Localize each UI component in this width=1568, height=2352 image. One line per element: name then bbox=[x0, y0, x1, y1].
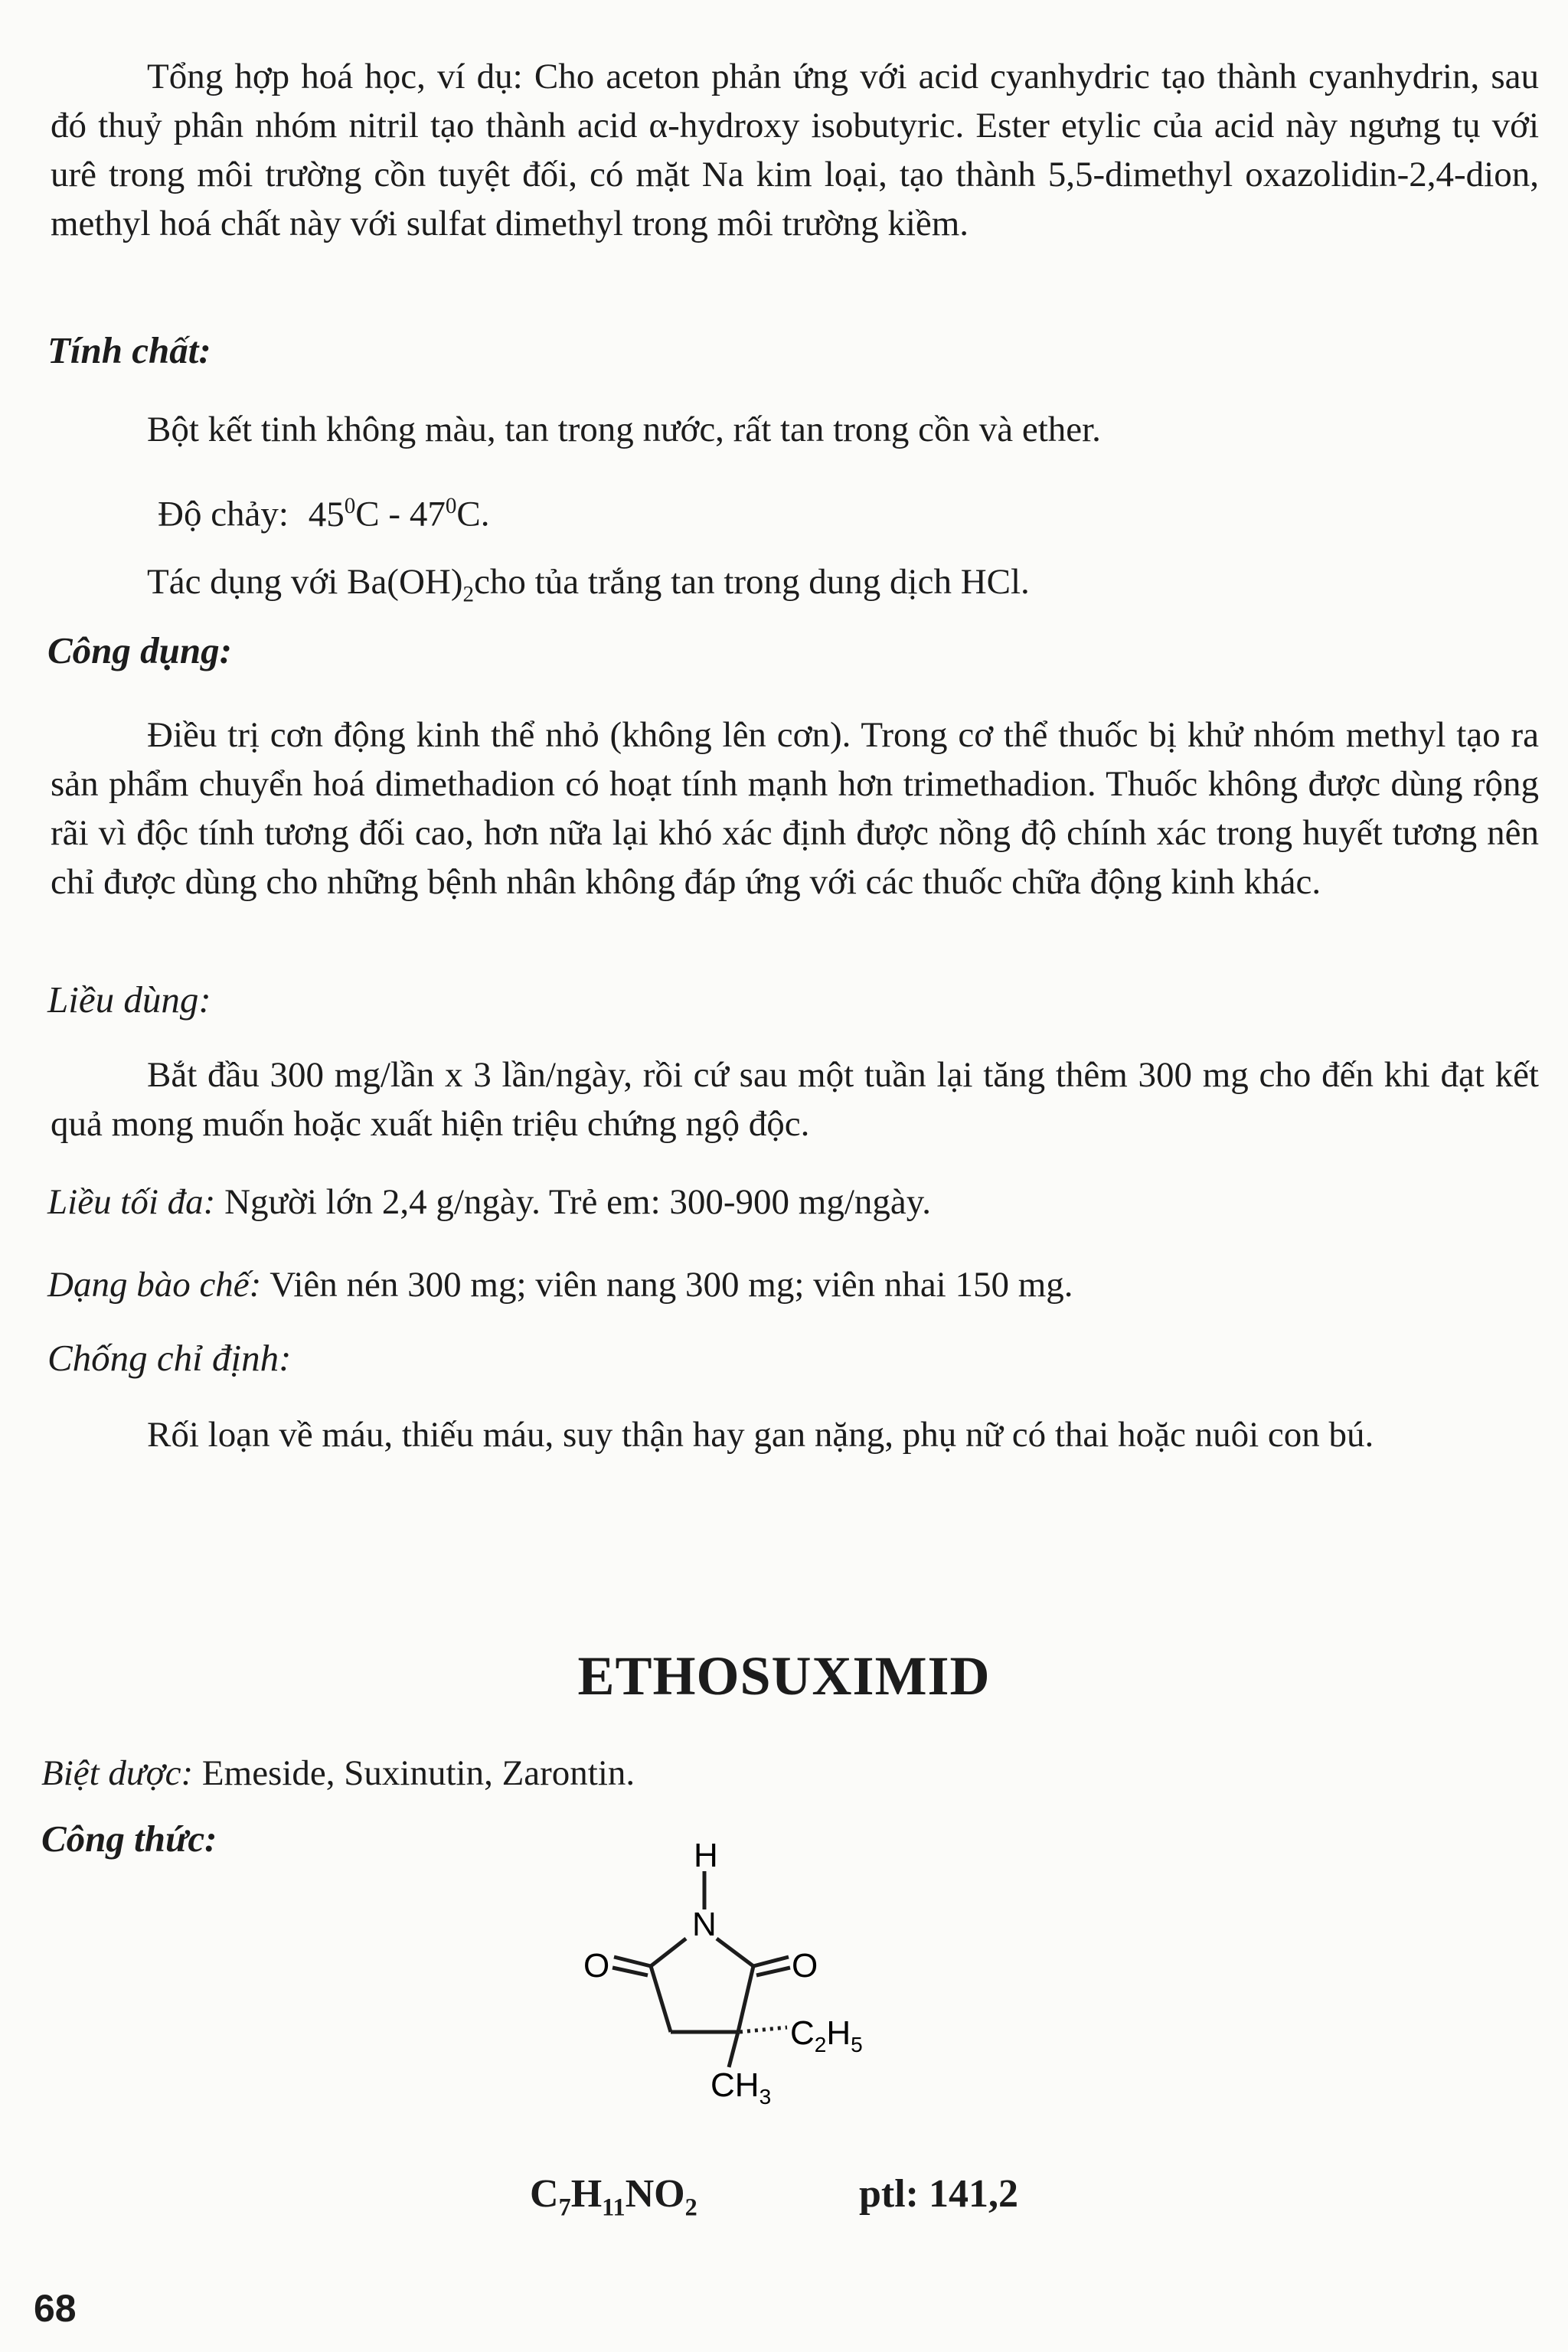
mf-o-n: 2 bbox=[684, 2193, 697, 2221]
mf-c: C bbox=[530, 2172, 559, 2216]
melting-high: 47 bbox=[409, 494, 446, 534]
form-label: Dạng bào chế: bbox=[47, 1265, 262, 1305]
synthesis-paragraph: Tổng hợp hoá học, ví dụ: Cho aceton phản ứng với acid cyanhydric tạo thành cyanhydrin, sau đó thuỷ phân nhóm nitril tạo thành acid α-hydroxy isobutyric. Ester etylic của acid này ngưng tụ với urê trong môi trường cồn tuyệt đối, có mặt Na kim loại, tạo thành 5,5-dimethyl oxazolidin-2,4-dion, methyl hoá chất này với sulfat dimethyl trong môi trường kiềm. bbox=[51, 57, 1539, 243]
bond-c-left-ch2 bbox=[651, 1966, 671, 2032]
reaction-line bbox=[147, 557, 1030, 619]
molecular-weight bbox=[859, 2171, 1018, 2216]
ethyl-5: 5 bbox=[851, 2033, 863, 2056]
mf-no: NO bbox=[625, 2172, 685, 2216]
mf-h: H bbox=[570, 2172, 603, 2216]
ethyl-2: 2 bbox=[814, 2033, 827, 2056]
contra-paragraph: Rối loạn về máu, thiếu máu, suy thận hay gan nặng, phụ nữ có thai hoặc nuôi con bú. bbox=[147, 1415, 1374, 1455]
bond-cq-methyl bbox=[729, 2032, 738, 2067]
reaction-post: cho tủa trắng tan trong dung dịch HCl. bbox=[474, 562, 1030, 602]
max-dose-line bbox=[47, 1178, 931, 1227]
bond-cq-c-right bbox=[738, 1966, 753, 2032]
melting-sep: - bbox=[388, 494, 401, 534]
degree-low: 0 bbox=[344, 494, 356, 518]
group-ethyl bbox=[790, 2014, 863, 2056]
max-dose-label: Liều tối đa: bbox=[47, 1182, 216, 1222]
bond-co-left-2 bbox=[612, 1968, 648, 1975]
atom-o-right: O bbox=[792, 1947, 818, 1984]
bond-co-left-1 bbox=[614, 1957, 651, 1966]
melting-point-line bbox=[158, 482, 489, 539]
formula-heading: Công thức: bbox=[41, 1818, 217, 1860]
dosage-paragraph: Bắt đầu 300 mg/lần x 3 lần/ngày, rồi cứ sau một tuần lại tăng thêm 300 mg cho đến khi đạt kết quả mong muốn hoặc xuất hiện triệu chứng ngộ độc. bbox=[51, 1055, 1539, 1144]
contra-heading: Chống chỉ định: bbox=[47, 1337, 292, 1379]
form-text: Viên nén 300 mg; viên nang 300 mg; viên nhai 150 mg. bbox=[270, 1265, 1073, 1305]
atom-h: H bbox=[694, 1837, 718, 1874]
brand-names: Emeside, Suxinutin, Zarontin. bbox=[201, 1753, 635, 1793]
properties-line: Bột kết tinh không màu, tan trong nước, rất tan trong cồn và ether. bbox=[147, 410, 1101, 449]
ethyl-c: C bbox=[790, 2014, 815, 2052]
form-line bbox=[47, 1260, 1073, 1309]
mw-label: ptl: bbox=[859, 2172, 919, 2216]
bond-n-c-right bbox=[717, 1939, 753, 1966]
melting-low: 45 bbox=[308, 494, 345, 534]
bond-co-right-2 bbox=[756, 1968, 790, 1975]
methyl-3: 3 bbox=[759, 2085, 772, 2109]
uses-paragraph: Điều trị cơn động kinh thể nhỏ (không lên cơn). Trong cơ thể thuốc bị khử nhóm methyl tạo ra sản phẩm chuyển hoá dimethadion có hoạt tính mạnh hơn trimethadion. Thuốc không được dùng rộng rãi vì độc tính tương đối cao, hơn nữa lại khó xác định được nồng độ chính xác trong huyết tương nên chỉ được dùng cho những bệnh nhân không đáp ứng với các thuốc chữa động kinh khác. bbox=[51, 715, 1539, 902]
max-dose-text: Người lớn 2,4 g/ngày. Trẻ em: 300-900 mg/ngày. bbox=[224, 1182, 931, 1222]
uses-heading: Công dụng: bbox=[47, 629, 233, 671]
group-methyl bbox=[710, 2066, 771, 2109]
bond-hashed-ethyl bbox=[740, 2027, 787, 2032]
brand-label: Biệt dược: bbox=[41, 1753, 194, 1793]
bond-co-right-1 bbox=[753, 1957, 789, 1966]
atom-o-left: O bbox=[583, 1947, 610, 1984]
melting-high-unit: C. bbox=[456, 494, 490, 534]
brand-line bbox=[41, 1749, 635, 1798]
bond-n-c-left bbox=[651, 1939, 686, 1966]
degree-high: 0 bbox=[445, 494, 457, 518]
properties-heading: Tính chất: bbox=[47, 329, 211, 371]
page-number: 68 bbox=[34, 2287, 77, 2330]
reaction-pre: Tác dụng với Ba(OH) bbox=[147, 562, 463, 602]
reaction-sub: 2 bbox=[462, 582, 475, 607]
dosage-heading: Liều dùng: bbox=[47, 978, 211, 1021]
ethyl-h: H bbox=[826, 2014, 851, 2052]
molecular-formula bbox=[530, 2171, 697, 2221]
methyl-ch: CH bbox=[710, 2066, 760, 2104]
melting-low-unit: C bbox=[355, 494, 380, 534]
mf-h-n: 11 bbox=[602, 2193, 626, 2221]
drug-title: ETHOSUXIMID bbox=[577, 1645, 991, 1707]
mw-value: 141,2 bbox=[929, 2172, 1018, 2216]
atom-n: N bbox=[692, 1906, 717, 1943]
ethosuximide-structure bbox=[567, 1827, 903, 2118]
mf-c-n: 7 bbox=[558, 2193, 571, 2221]
melting-label: Độ chảy: bbox=[158, 494, 289, 534]
